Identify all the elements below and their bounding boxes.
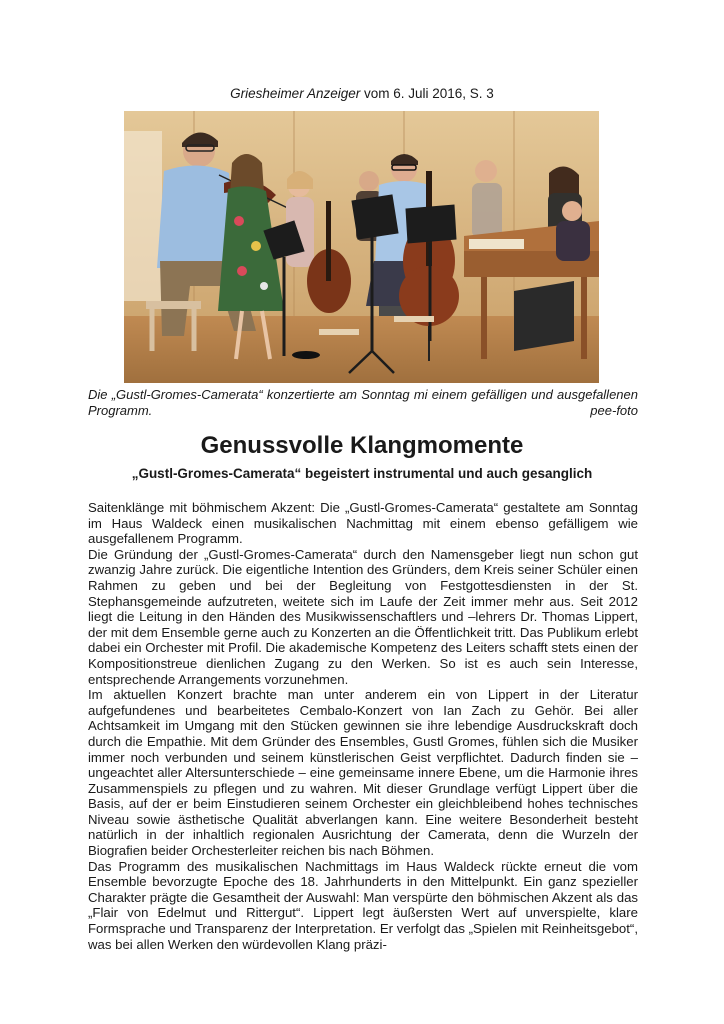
article-body (88, 500, 638, 952)
article-paragraph: Im aktuellen Konzert brachte man unter anderem ein von Lippert in der Literatur aufgefundenes und bearbeitetes Cembalo-Konzert von Ian Zach zu Gehör. Bei aller Achtsamkeit im Umgang mit den Stücken gewinnen sie ihre lebendige Ausdruckskraft doch durch die Empathie. Mit dem Gründer des Ensembles, Gustl Gromes, fühlen sich die Musiker immer noch verbunden und seinem künstlerischen Geist verpflichtet. Dadurch finden sie – ungeachtet aller Altersunterschiede – eine gemeinsame innere Ebene, um die Harmonie ihres Zusammenspiels zu pflegen und zu wahren. Mit dieser Grundlage verfügt Lippert über die Basis, auf der er beim Einstudieren seinem Orchester ein gleichbleibend hohes technisches Niveau sowie ästhetische Qualität abverlangen kann. Eine weitere Besonderheit besteht natürlich in der inhaltlich regionalen Ausrichtung der Camerata, denn die Wurzeln der Biografien beider Orchesterleiter reichen bis nach Böhmen. (88, 687, 638, 859)
photo-credit: pee-foto (590, 403, 638, 418)
concert-photo-illustration (124, 111, 599, 383)
article-paragraph: Das Programm des musikalischen Nachmittags im Haus Waldeck rückte erneut die vom Ensemble bevorzugte Epoche des 18. Jahrhunderts in den Mittelpunkt. Ein ganz spezieller Charakter prägte die Gesamtheit der Auswahl: Man verspürte den böhmischen Akzent als das „Flair von Edelmut und Rittergut“. Lippert legt äußersten Wert auf unverspielte, klare Formsprache und Transparenz der Interpretation. Er verfolgt das „Spielen mit Reinheitsgebot“, was bei allen Werken den würdevollen Klang präzi- (88, 858, 638, 952)
headline: Genussvolle Klangmomente (200, 432, 524, 459)
article-paragraph: Saitenklänge mit böhmischem Akzent: Die „Gustl-Gromes-Camerata“ gestaltete am Sonntag im Haus Waldeck einen musikalischen Nachmittag mit einem ebenso gefälligem wie ausgefallenem Programm. (88, 500, 638, 547)
concert-photo (124, 111, 599, 383)
source-line (0, 86, 724, 102)
subheadline: „Gustl-Gromes-Camerata“ begeistert instrumental und auch gesanglich (131, 466, 593, 481)
article-paragraph: Die Gründung der „Gustl-Gromes-Camerata“ durch den Namensgeber liegt nun schon gut zwanzig Jahre zurück. Die eigentliche Intention des Gründers, dem Kreis seiner Schüler einen Rahmen zu geben und bei der Begleitung von Festgottesdiensten in der St. Stephansgemeinde aufzutreten, weitete sich im Laufe der Zeit immer mehr aus. Seit 2012 liegt die Leitung in den Händen des Musikwissenschaftlers und –lehrers Dr. Thomas Lippert, der mit dem Ensemble gerne auch zu Konzerten an die Öffentlichkeit tritt. Das Publikum erlebt dabei ein Orchester mit Profil. Die akademische Kompetenz des Leiters schafft stets einen der Kompositionstreue dienlichen Zugang zu den Werken. So ist es auch sein Interesse, entsprechende Arrangements vorzunehmen. (88, 546, 638, 687)
publication-date-page: vom 6. Juli 2016, S. 3 (360, 86, 494, 101)
photo-caption (88, 387, 638, 419)
caption-text: Die „Gustl-Gromes-Camerata“ konzertierte am Sonntag mi einem gefälligen und ausgefallenen Programm. (88, 387, 638, 418)
publication-name: Griesheimer Anzeiger (230, 86, 361, 101)
